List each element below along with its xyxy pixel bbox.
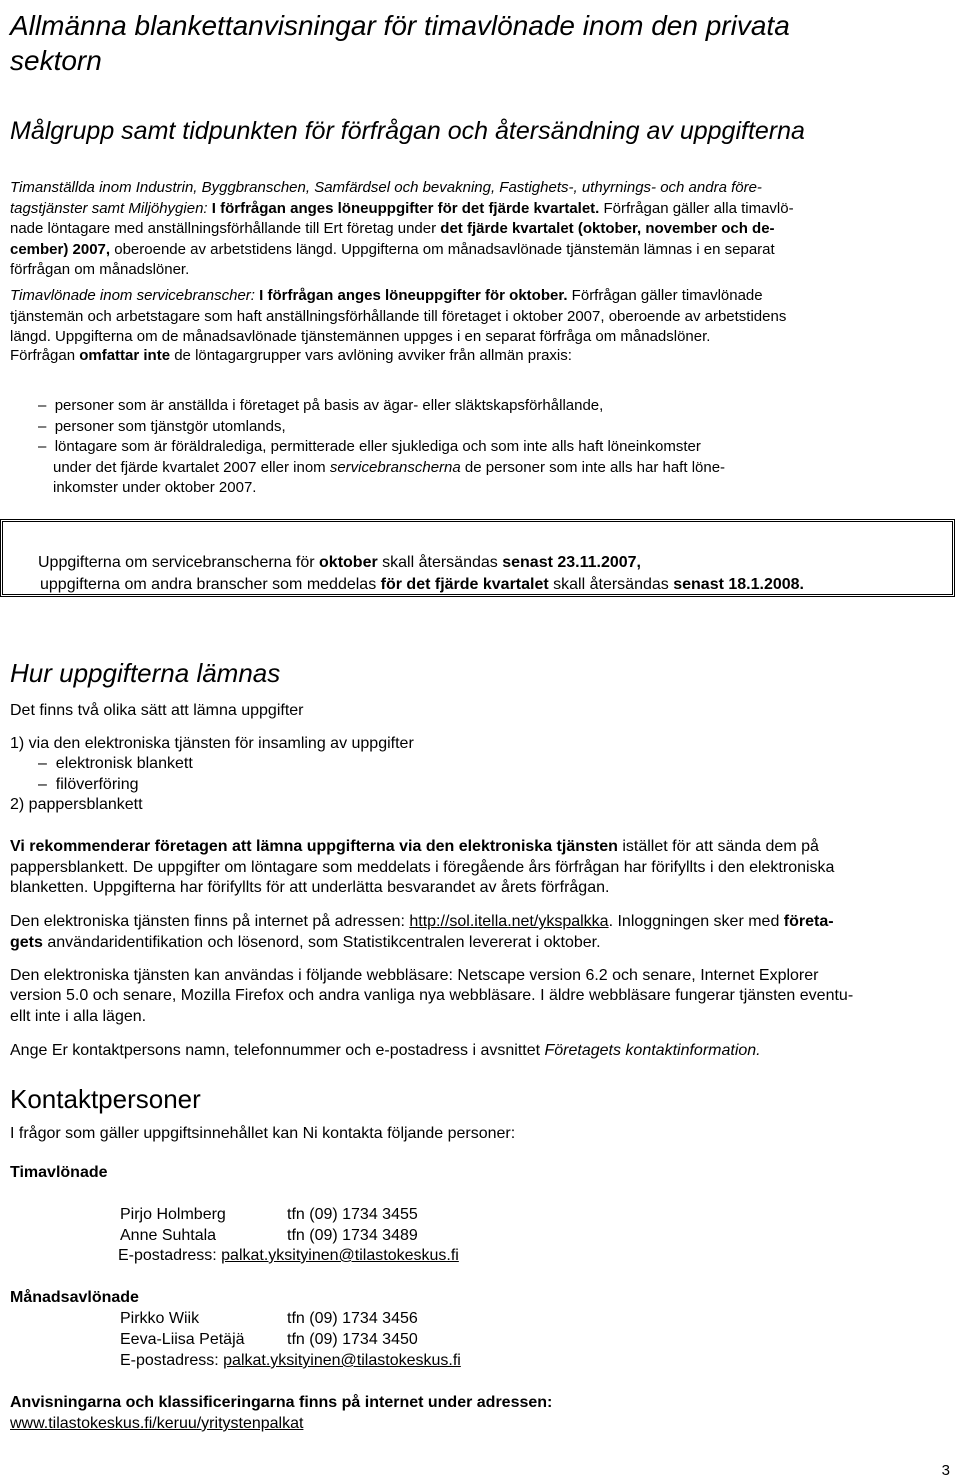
list-item: – elektronisk blankett	[38, 755, 193, 772]
email-link[interactable]: palkat.yksityinen@tilastokeskus.fi	[221, 1247, 459, 1264]
list-item: 1) via den elektroniska tjänsten för insamling av uppgifter	[10, 735, 414, 752]
section-heading-how: Hur uppgifterna lämnas	[10, 658, 281, 688]
contact-phone: tfn (09) 1734 3450	[287, 1331, 418, 1348]
paragraph-line: I frågor som gäller uppgiftsinnehållet kan Ni kontakta följande personer:	[10, 1125, 516, 1142]
final-note: Anvisningarna och klassificeringarna finns på internet under adressen:	[10, 1394, 553, 1411]
contact-phone: tfn (09) 1734 3489	[287, 1227, 418, 1244]
list-item: 2) pappersblankett	[10, 796, 143, 813]
paragraph-line: Timavlönade inom servicebranscher: I förfrågan anges löneuppgifter för oktober. Förfrågan gäller timavlönade	[10, 287, 763, 304]
paragraph-line: tagstjänster samt Miljöhygien: I förfrågan anges löneuppgifter för det fjärde kvartalet. Förfrågan gäller alla timavlö-	[10, 199, 794, 217]
paragraph-line: blanketten. Uppgifterna har förifyllts för att underlätta besvarandet av årets förfrågan.	[10, 879, 610, 896]
contact-name: Anne Suhtala	[120, 1227, 217, 1244]
contact-name: Eeva-Liisa Petäjä	[120, 1331, 245, 1348]
paragraph-line: Den elektroniska tjänsten finns på internet på adressen: http://sol.itella.net/ykspalkka. Inloggningen sker med företa-	[10, 913, 834, 930]
paragraph-line: ellt inte i alla lägen.	[10, 1008, 147, 1025]
contact-phone: tfn (09) 1734 3455	[287, 1206, 418, 1223]
paragraph-line: förfrågan om månadslöner.	[10, 261, 190, 278]
contact-email-line: E-postadress: palkat.yksityinen@tilastokeskus.fi	[118, 1247, 459, 1264]
paragraph-line: Det finns två olika sätt att lämna uppgifter	[10, 702, 304, 719]
paragraph-line: gets användaridentifikation och lösenord, som Statistikcentralen levererat i oktober.	[10, 934, 601, 951]
service-link[interactable]: http://sol.itella.net/ykspalkka	[409, 913, 609, 930]
dash-icon: –	[38, 397, 47, 414]
contact-name: Pirjo Holmberg	[120, 1206, 226, 1223]
page-number: 3	[941, 1462, 950, 1479]
paragraph-line: Den elektroniska tjänsten kan användas i följande webbläsare: Netscape version 6.2 och senare, Internet Explorer	[10, 967, 819, 984]
dash-icon: –	[38, 438, 47, 455]
dash-icon: –	[38, 417, 47, 435]
contact-group-label: Timavlönade	[10, 1164, 108, 1181]
paragraph-line: nade löntagare med anställningsförhållande till Ert företag under det fjärde kvartalet (oktober, november och de-	[10, 220, 775, 237]
paragraph-line: cember) 2007, oberoende av arbetstidens längd. Uppgifterna om månadsavlönade tjänstemän lämnas i en separat	[10, 240, 775, 258]
dash-icon: –	[38, 755, 47, 772]
list-item: – personer som tjänstgör utomlands,	[38, 417, 286, 435]
contact-email-line: E-postadress: palkat.yksityinen@tilastokeskus.fi	[120, 1352, 461, 1369]
list-item: – löntagare som är föräldralediga, permitterade eller sjuklediga och som inte alls haft löneinkomster	[38, 438, 701, 455]
section-heading-target: Målgrupp samt tidpunkten för förfrågan och återsändning av uppgifterna	[10, 117, 805, 145]
contact-group-label: Månadsavlönade	[10, 1289, 139, 1306]
page-title: Allmänna blankettanvisningar för timavlönade inom den privata sektorn	[10, 10, 790, 76]
paragraph-line: Vi rekommenderar företagen att lämna uppgifterna via den elektroniska tjänsten istället för att sända dem på	[10, 838, 819, 855]
paragraph-line: version 5.0 och senare, Mozilla Firefox och andra vanliga nya webbläsare. I äldre webbläsare fungerar tjänsten eventu-	[10, 987, 854, 1004]
paragraph-line: pappersblankett. De uppgifter om löntagare som meddelats i föregående års förfrågan har förifyllts i den elektroniska	[10, 859, 835, 876]
list-item: – filöverföring	[38, 776, 139, 793]
section-heading-contacts: Kontaktpersoner	[10, 1084, 201, 1114]
instructions-link[interactable]: www.tilastokeskus.fi/keruu/yritystenpalkat	[10, 1415, 304, 1432]
paragraph-line: Förfrågan omfattar inte de löntagargrupper vars avlöning avviker från allmän praxis:	[10, 347, 572, 364]
email-link[interactable]: palkat.yksityinen@tilastokeskus.fi	[223, 1352, 461, 1369]
dash-icon: –	[38, 776, 47, 793]
contact-phone: tfn (09) 1734 3456	[287, 1310, 418, 1327]
paragraph-line: längd. Uppgifterna om de månadsavlönade tjänstemännen uppges i en separat förfråga om månadslöner.	[10, 328, 711, 345]
notice-line: Uppgifterna om servicebranscherna för oktober skall återsändas senast 23.11.2007,	[38, 554, 641, 571]
paragraph-line: Timanställda inom Industrin, Byggbranschen, Samfärdsel och bevakning, Fastighets-, uthyrnings- och andra före-	[10, 179, 762, 196]
list-item-continuation: inkomster under oktober 2007.	[53, 479, 257, 496]
paragraph-line: tjänstemän och arbetstagare som haft anställningsförhållande till företaget i oktober 2007, oberoende av arbetstidens	[10, 307, 787, 325]
contact-name: Pirkko Wiik	[120, 1310, 200, 1327]
notice-line: uppgifterna om andra branscher som meddelas för det fjärde kvartalet skall återsändas senast 18.1.2008.	[40, 576, 804, 593]
list-item: – personer som är anställda i företaget på basis av ägar- eller släktskapsförhållande,	[38, 397, 604, 414]
list-item-continuation: under det fjärde kvartalet 2007 eller inom servicebranscherna de personer som inte alls har haft löne-	[53, 458, 726, 476]
paragraph-line: Ange Er kontaktpersons namn, telefonnummer och e-postadress i avsnittet Företagets kontaktinformation.	[10, 1042, 761, 1059]
